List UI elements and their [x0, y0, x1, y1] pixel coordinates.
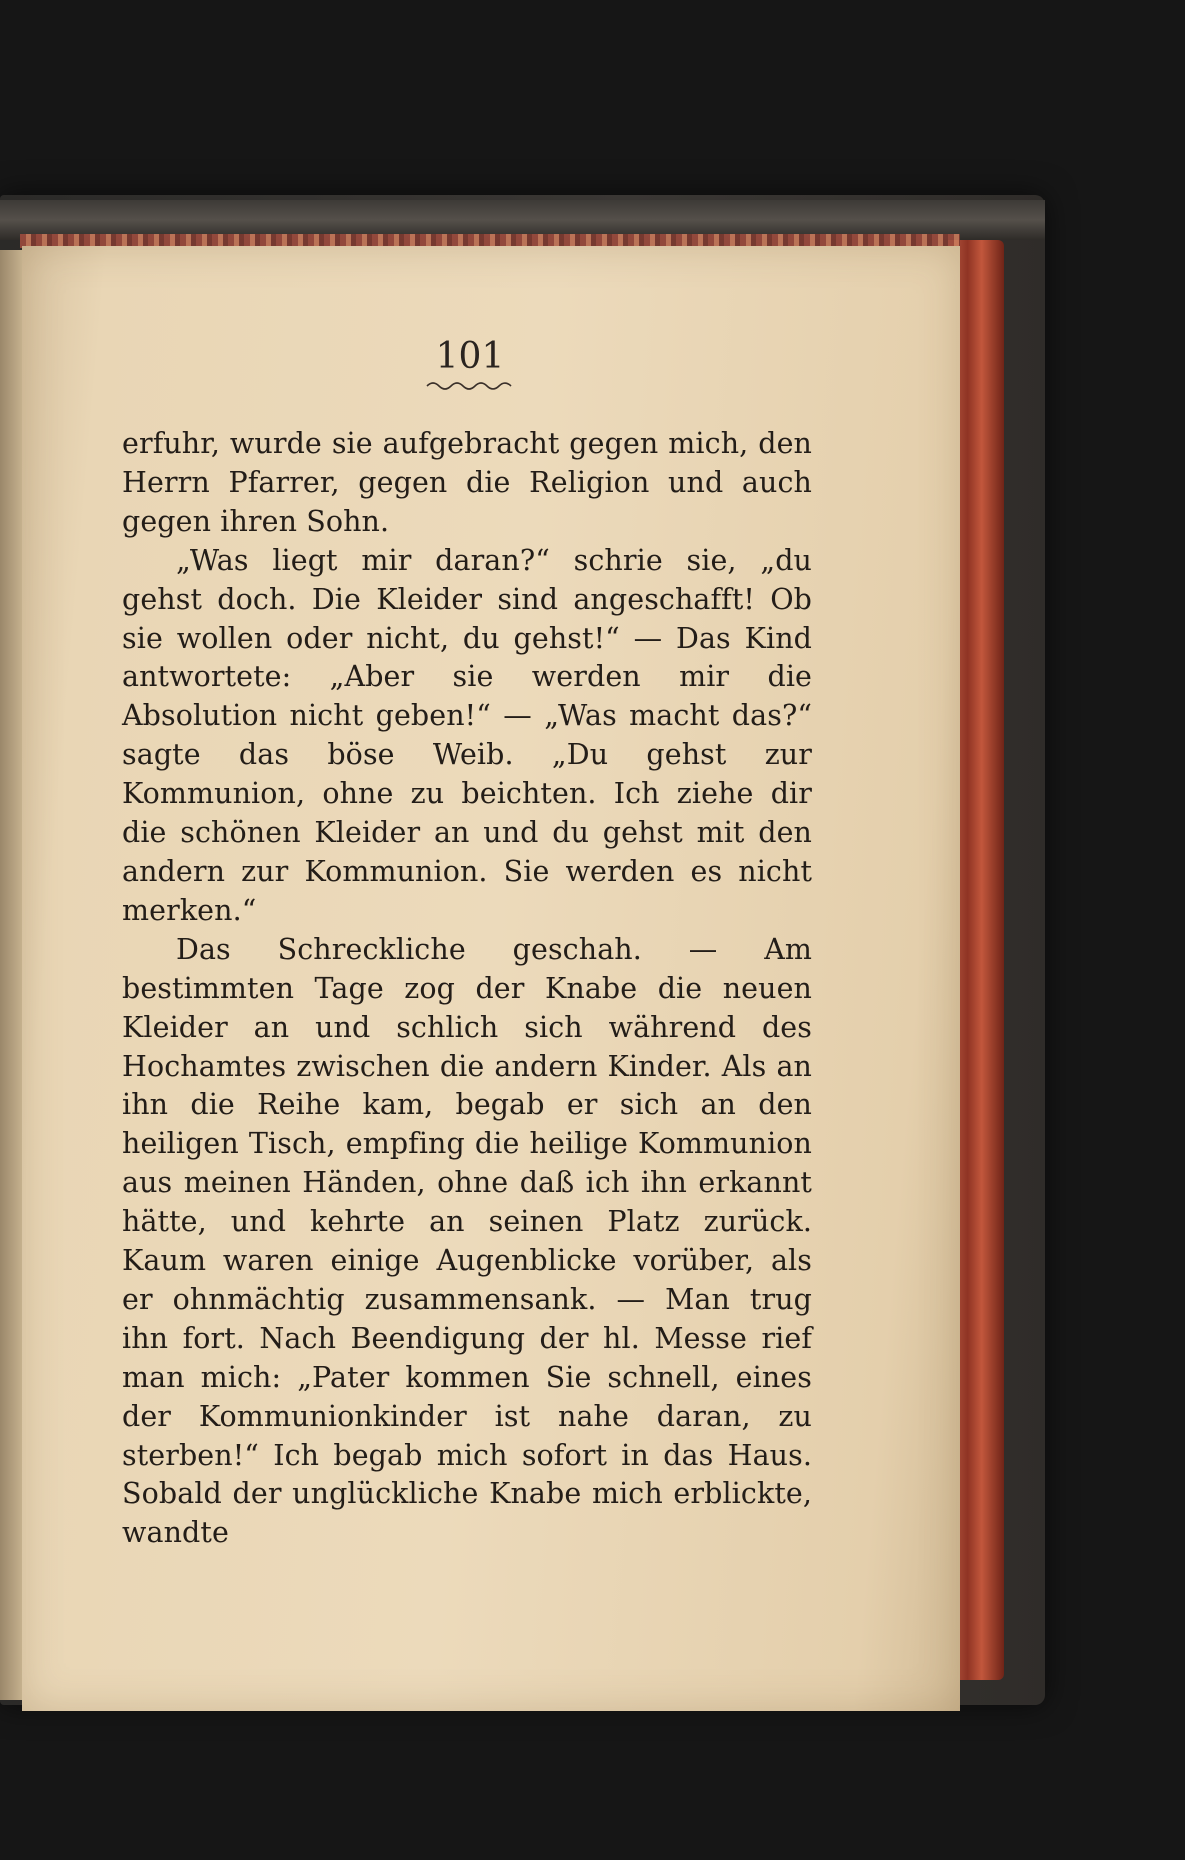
- paragraph: „Was liegt mir daran?“ schrie sie, „du gehst doch. Die Kleider sind angeschafft! Ob sie wollen oder nicht, du gehst!“ — Das Kind antwortete: „Aber sie werden mir die Absolution nicht geben!“ — „Was macht das?“ sagte das böse Weib. „Du gehst zur Kommunion, ohne zu beichten. Ich ziehe dir die schönen Kleider an und du gehst mit den andern zur Kommunion. Sie werden es nicht merken.“: [122, 543, 812, 927]
- body-text: [122, 425, 812, 1553]
- paragraph: erfuhr, wurde sie aufgebracht gegen mich, den Herrn Pfarrer, gegen die Religion und auch gegen ihren Sohn.: [122, 427, 812, 538]
- page-number: 101: [435, 336, 505, 377]
- paragraph: Das Schreckliche geschah. — Am bestimmten Tage zog der Knabe die neuen Kleider an und schlich sich während des Hochamtes zwischen die andern Kinder. Als an ihn die Reihe kam, begab er sich an den heiligen Tisch, empfing die heilige Kommunion aus meinen Händen, ohne daß ich ihn erkannt hätte, und kehrte an seinen Platz zurück. Kaum waren einige Augenblicke vorüber, als er ohnmächtig zusammensank. — Man trug ihn fort. Nach Beendigung der hl. Messe rief man mich: „Pater kommen Sie schnell, eines der Kommunionkinder ist nahe daran, zu sterben!“ Ich begab mich sofort in das Haus. Sobald der unglückliche Knabe mich erblickte, wandte: [122, 932, 812, 1550]
- page-number-ornament: [425, 378, 515, 392]
